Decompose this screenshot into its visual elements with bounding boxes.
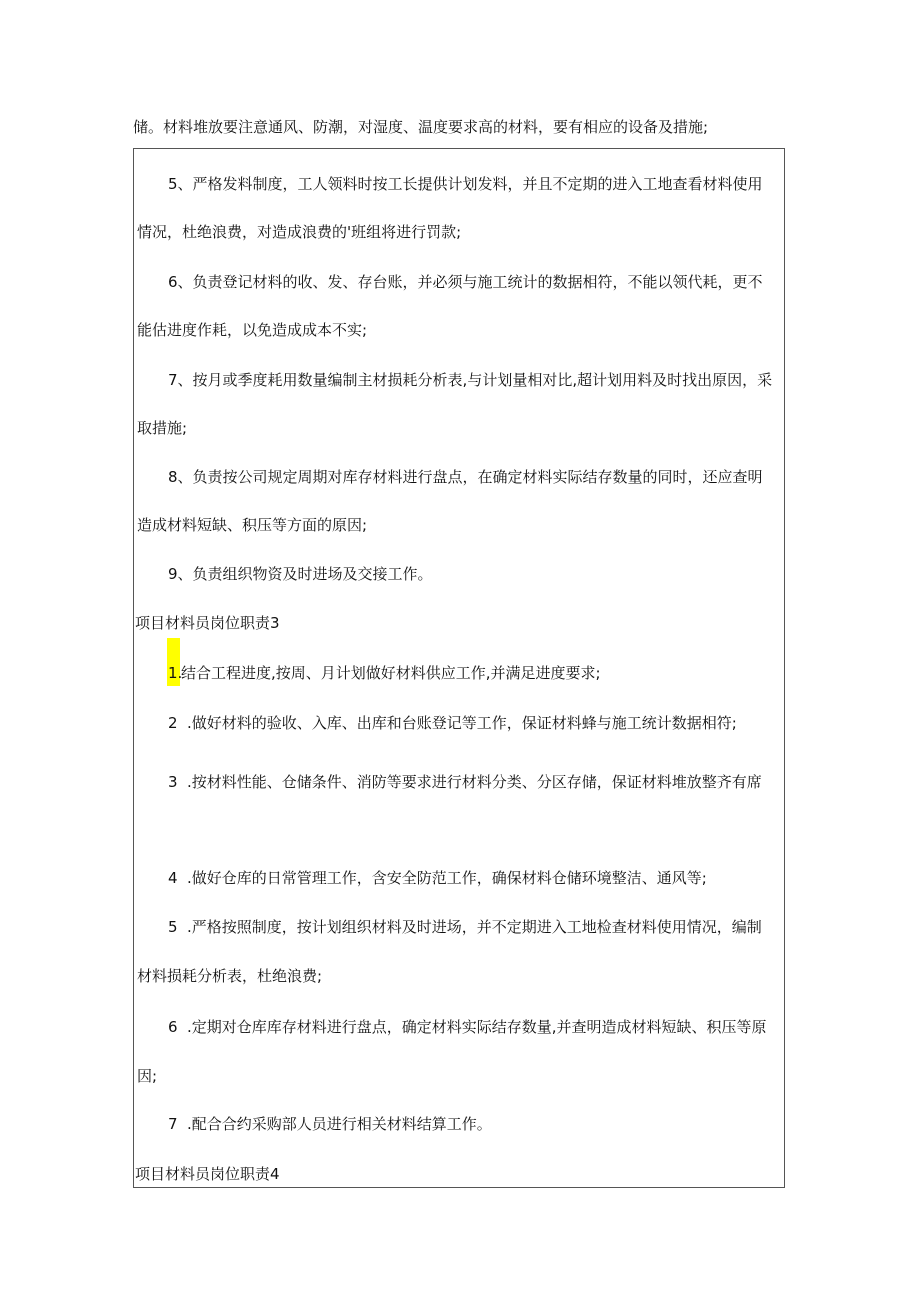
s3-item-2-number: 2	[168, 714, 178, 732]
item-9-line-1: 9、负责组织物资及时进场及交接工作。	[168, 565, 433, 583]
section-4-title: 项目材料员岗位职责4	[135, 1165, 280, 1183]
item-5-line-2: 情况，杜绝浪费，对造成浪费的'班组将进行罚款;	[137, 223, 462, 241]
top-paragraph-line: 储。材料堆放要注意通风、防潮，对湿度、温度要求高的材料，要有相应的设备及措施;	[133, 118, 709, 136]
s3-item-6-line-2: 因;	[137, 1067, 158, 1085]
s3-item-6-number: 6	[168, 1018, 178, 1036]
s3-item-3-text: .按材料性能、仓储条件、消防等要求进行材料分类、分区存储，保证材料堆放整齐有席	[187, 773, 762, 791]
s3-item-1-text: 结合工程进度,按周、月计划做好材料供应工作,并满足进度要求;	[181, 664, 601, 682]
item-7-line-2: 取措施;	[137, 419, 188, 437]
item-6-line-2: 能估进度作耗，以免造成成本不实;	[137, 321, 368, 339]
section-3-title: 项目材料员岗位职责3	[135, 614, 280, 632]
s3-item-2-text: .做好材料的验收、入库、出库和台账登记等工作，保证材料蜂与施工统计数据相符;	[187, 714, 737, 732]
item-5-line-1: 5、严格发料制度，工人领料时按工长提供计划发料，并且不定期的进入工地查看材料使用	[168, 175, 763, 193]
item-8-line-2: 造成材料短缺、积压等方面的原因;	[137, 516, 368, 534]
s3-item-6-text: .定期对仓库库存材料进行盘点，确定材料实际结存数量,并查明造成材料短缺、积压等原	[187, 1018, 767, 1036]
s3-item-1-number: 1.	[168, 664, 183, 682]
item-6-line-1: 6、负责登记材料的收、发、存台账，并必须与施工统计的数据相符，不能以领代耗，更不	[168, 273, 763, 291]
s3-item-3-number: 3	[168, 773, 178, 791]
item-8-line-1: 8、负责按公司规定周期对库存材料进行盘点，在确定材料实际结存数量的同时，还应查明	[168, 468, 763, 486]
s3-item-4-number: 4	[168, 869, 178, 887]
s3-item-5-text: .严格按照制度，按计划组织材料及时进场，并不定期进入工地检查材料使用情况，编制	[187, 918, 762, 936]
item-7-line-1: 7、按月或季度耗用数量编制主材损耗分析表,与计划量相对比,超计划用料及时找出原因，采	[168, 371, 773, 389]
s3-item-5-line-2: 材料损耗分析表，杜绝浪费;	[137, 967, 323, 985]
s3-item-7-text: .配合合约采购部人员进行相关材料结算工作。	[187, 1115, 492, 1133]
s3-item-7-number: 7	[168, 1115, 178, 1133]
s3-item-4-text: .做好仓库的日常管理工作，含安全防范工作，确保材料仓储环境整洁、通风等;	[187, 869, 707, 887]
s3-item-5-number: 5	[168, 918, 178, 936]
